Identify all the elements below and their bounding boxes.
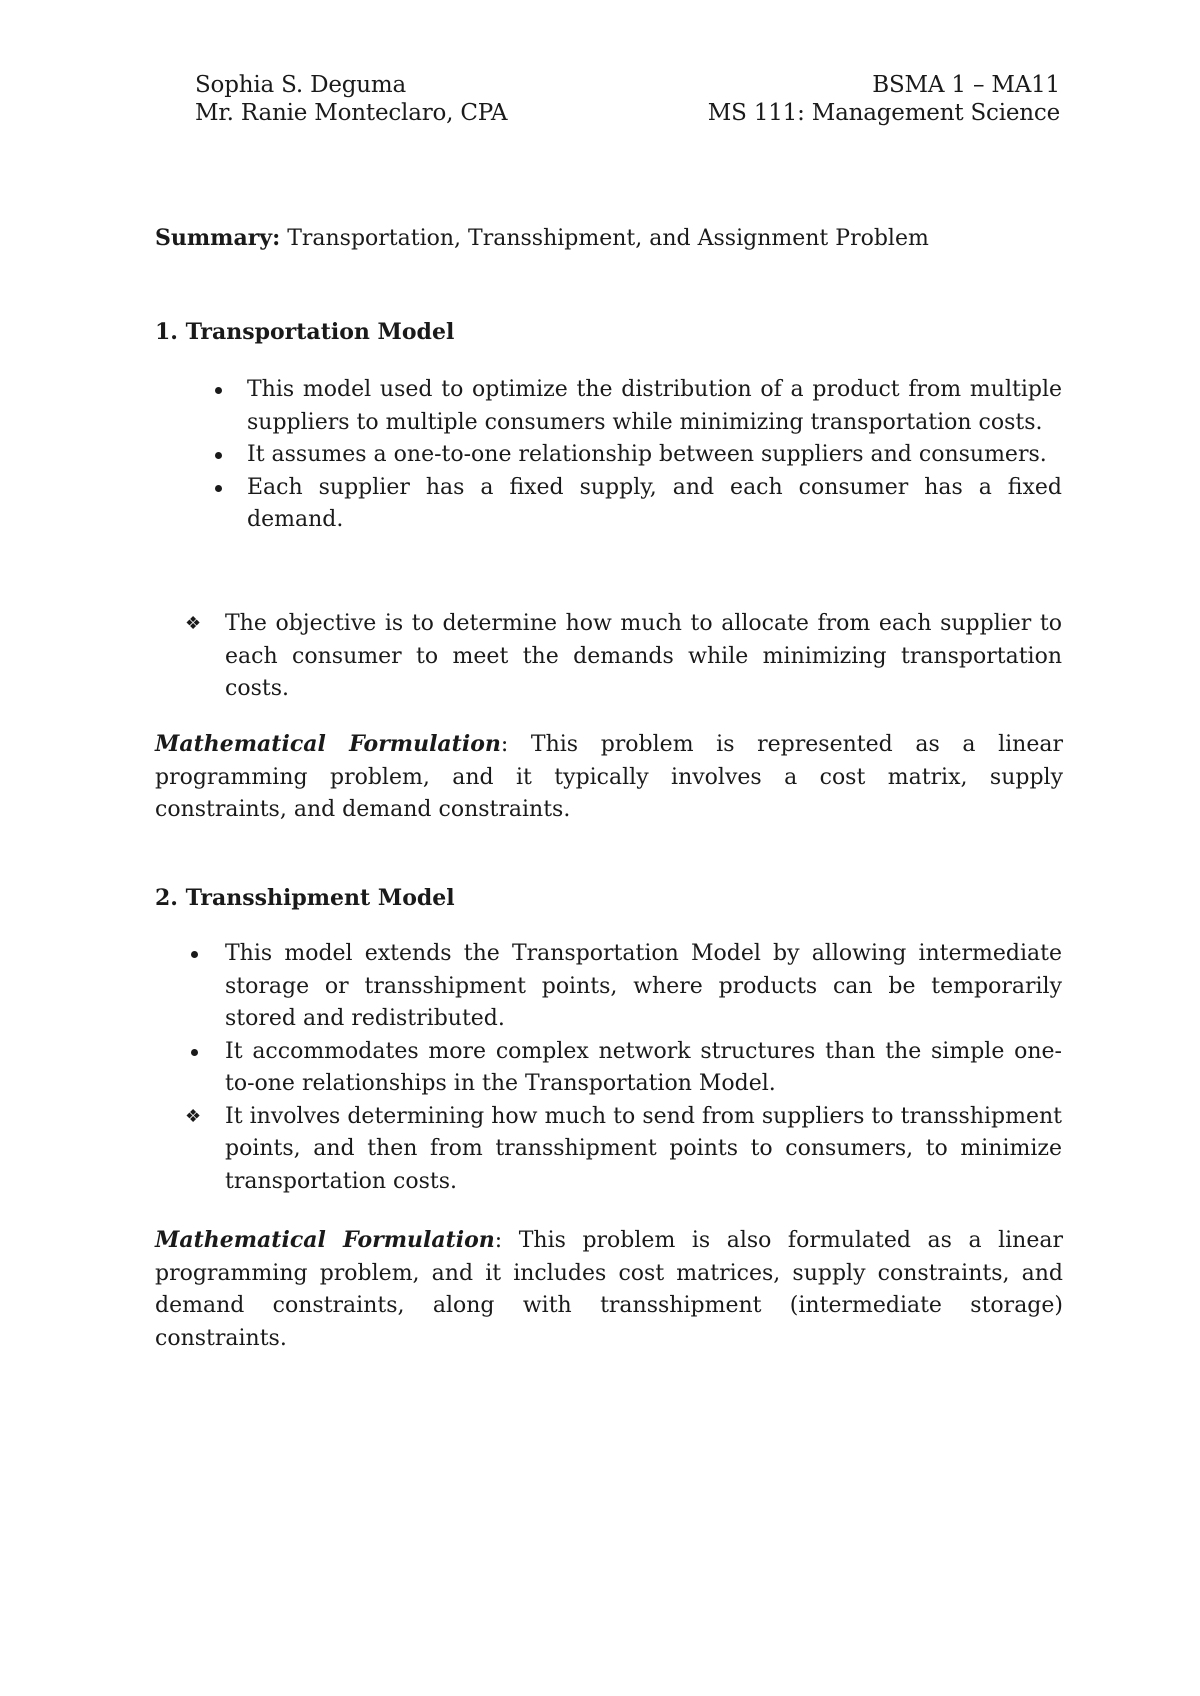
transshipment-bullet-list xyxy=(185,938,1062,1198)
list-item xyxy=(247,374,1062,439)
bullet-text: It accommodates more complex network structures than the simple one-to-one relationships in the Transportation Model. xyxy=(225,1038,1062,1096)
bullet-text: Each supplier has a fixed supply, and each consumer has a fixed demand. xyxy=(247,474,1062,532)
diamond-bullet-icon: ❖ xyxy=(185,1105,202,1127)
section-heading-transportation: 1. Transportation Model xyxy=(155,319,455,345)
list-item xyxy=(185,608,1062,706)
list-item xyxy=(247,472,1062,537)
transportation-objective-list xyxy=(185,608,1062,706)
objective-text: It involves determining how much to send from suppliers to transshipment points, and then from transshipment points to consumers, to minimize transportation costs. xyxy=(225,1103,1062,1194)
bullet-icon xyxy=(191,1049,198,1056)
course-title: MS 111: Management Science xyxy=(707,100,1060,126)
bullet-text: This model extends the Transportation Model by allowing intermediate storage or transshipment points, where products can be temporarily stored and redistributed. xyxy=(225,941,1062,1031)
student-name: Sophia S. Deguma xyxy=(195,72,406,98)
transportation-bullet-list xyxy=(247,374,1062,537)
formulation-label: Mathematical Formulation xyxy=(155,1227,495,1253)
transshipment-formulation xyxy=(155,1224,1063,1355)
formulation-text: : This problem is represented as a linear programming problem, and it typically involves a cost matrix, supply constraints, and demand constraints. xyxy=(155,732,1063,822)
bullet-icon xyxy=(215,485,222,492)
list-item xyxy=(185,1101,1062,1199)
summary-label: Summary: xyxy=(155,225,281,251)
list-item xyxy=(225,938,1062,1036)
summary-line xyxy=(155,224,929,253)
formulation-label: Mathematical Formulation xyxy=(155,731,501,757)
diamond-bullet-icon: ❖ xyxy=(185,613,202,634)
bullet-text: This model used to optimize the distribution of a product from multiple suppliers to multiple consumers while minimizing transportation costs. xyxy=(247,377,1062,435)
bullet-text: It assumes a one-to-one relationship between suppliers and consumers. xyxy=(247,442,1047,467)
section-code: BSMA 1 – MA11 xyxy=(872,72,1060,98)
list-item xyxy=(247,439,1062,472)
transportation-formulation xyxy=(155,728,1063,827)
instructor-name: Mr. Ranie Monteclaro, CPA xyxy=(195,100,508,126)
formulation-text: : This problem is also formulated as a linear programming problem, and it includes cost matrices, supply constraints, and demand constraints, along with transshipment (intermediate storage) constraints. xyxy=(155,1228,1063,1351)
bullet-icon xyxy=(191,951,198,958)
section-heading-transshipment: 2. Transshipment Model xyxy=(155,885,455,911)
bullet-icon xyxy=(215,387,222,394)
summary-text: Transportation, Transshipment, and Assignment Problem xyxy=(280,226,929,251)
list-item xyxy=(225,1036,1062,1101)
objective-text: The objective is to determine how much to allocate from each supplier to each consumer to meet the demands while minimizing transportation costs. xyxy=(225,611,1062,701)
bullet-icon xyxy=(215,452,222,459)
